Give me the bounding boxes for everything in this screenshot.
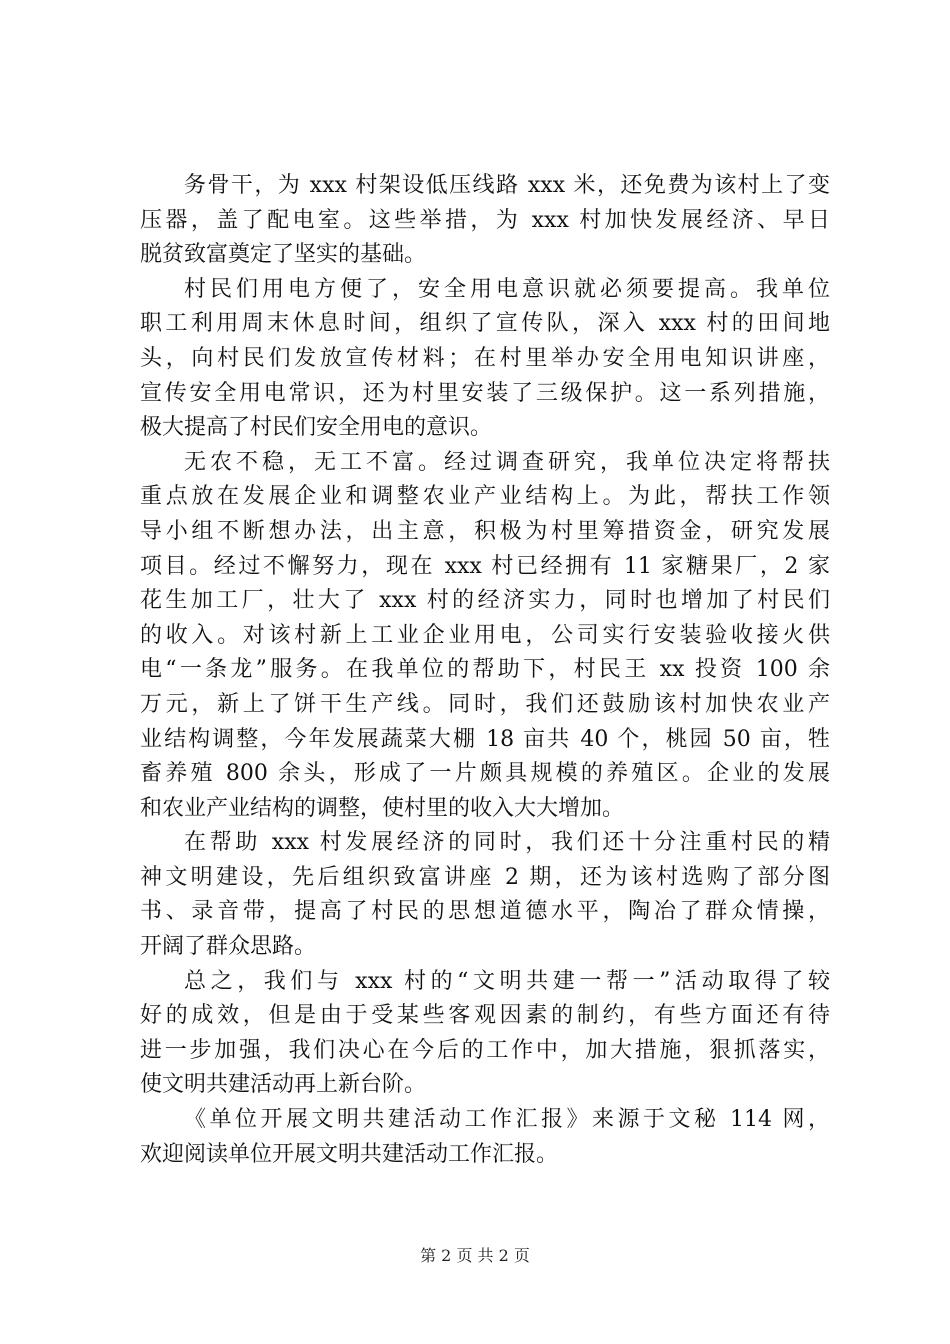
- text-line: 神文明建设，先后组织致富讲座 2 期，还为该村选购了部分图: [140, 864, 830, 890]
- text-line: 使文明共建活动再上新台阶。: [140, 1072, 427, 1098]
- text-line: 极大提高了村民们安全用电的意识。: [140, 415, 493, 441]
- text-line: 和农业产业结构的调整，使村里的收入大大增加。: [140, 795, 625, 821]
- text-line: 头，向村民们发放宣传材料；在村里举办安全用电知识讲座，: [140, 345, 830, 371]
- paragraph: [140, 446, 830, 827]
- text-line: 业结构调整，今年发展蔬菜大棚 18 亩共 40 个，桃园 50 亩，牲: [140, 726, 830, 752]
- text-line: 畜养殖 800 余头，形成了一片颇具规模的养殖区。企业的发展: [140, 761, 830, 787]
- paragraph: [140, 273, 830, 446]
- text-line: 压器，盖了配电室。这些举措，为 xxx 村加快发展经济、早日: [140, 207, 830, 233]
- text-line: 无农不稳，无工不富。经过调查研究，我单位决定将帮扶: [184, 449, 830, 475]
- text-line: 电“一条龙”服务。在我单位的帮助下，村民王 xx 投资 100 余: [140, 657, 830, 683]
- paragraph: [140, 965, 830, 1103]
- text-line: 开阔了群众思路。: [140, 934, 317, 960]
- paragraph: [140, 826, 830, 964]
- document-body: [140, 169, 830, 1172]
- text-line: 重点放在发展企业和调整农业产业结构上。为此，帮扶工作领: [140, 484, 830, 510]
- paragraph: [140, 169, 830, 273]
- text-line: 《单位开展文明共建活动工作汇报》来源于文秘 114 网，: [184, 1107, 830, 1133]
- text-line: 的收入。对该村新上工业企业用电，公司实行安装验收接火供: [140, 622, 830, 648]
- text-line: 好的成效，但是由于受某些客观因素的制约，有些方面还有待: [140, 1003, 830, 1029]
- text-line: 万元，新上了饼干生产线。同时，我们还鼓励该村加快农业产: [140, 691, 830, 717]
- text-line: 在帮助 xxx 村发展经济的同时，我们还十分注重村民的精: [184, 830, 830, 856]
- text-line: 进一步加强，我们决心在今后的工作中，加大措施，狠抓落实，: [140, 1037, 830, 1063]
- text-line: 欢迎阅读单位开展文明共建活动工作汇报。: [140, 1141, 559, 1167]
- text-line: 村民们用电方便了，安全用电意识就必须要提高。我单位: [184, 276, 830, 302]
- paragraph: [140, 1103, 830, 1172]
- text-line: 花生加工厂，壮大了 xxx 村的经济实力，同时也增加了村民们: [140, 588, 830, 614]
- text-line: 项目。经过不懈努力，现在 xxx 村已经拥有 11 家糖果厂，2 家: [140, 553, 830, 579]
- text-line: 宣传安全用电常识，还为村里安装了三级保护。这一系列措施，: [140, 380, 830, 406]
- text-line: 总之，我们与 xxx 村的“文明共建一帮一”活动取得了较: [184, 968, 830, 994]
- text-line: 书、录音带，提高了村民的思想道德水平，陶冶了群众情操，: [140, 899, 830, 925]
- text-line: 导小组不断想办法，出主意，积极为村里筹措资金，研究发展: [140, 518, 830, 544]
- page-footer: 第 2 页 共 2 页: [420, 1246, 530, 1265]
- text-line: 职工利用周末休息时间，组织了宣传队，深入 xxx 村的田间地: [140, 311, 830, 337]
- text-line: 脱贫致富奠定了坚实的基础。: [140, 242, 427, 268]
- text-line: 务骨干，为 xxx 村架设低压线路 xxx 米，还免费为该村上了变: [184, 173, 830, 198]
